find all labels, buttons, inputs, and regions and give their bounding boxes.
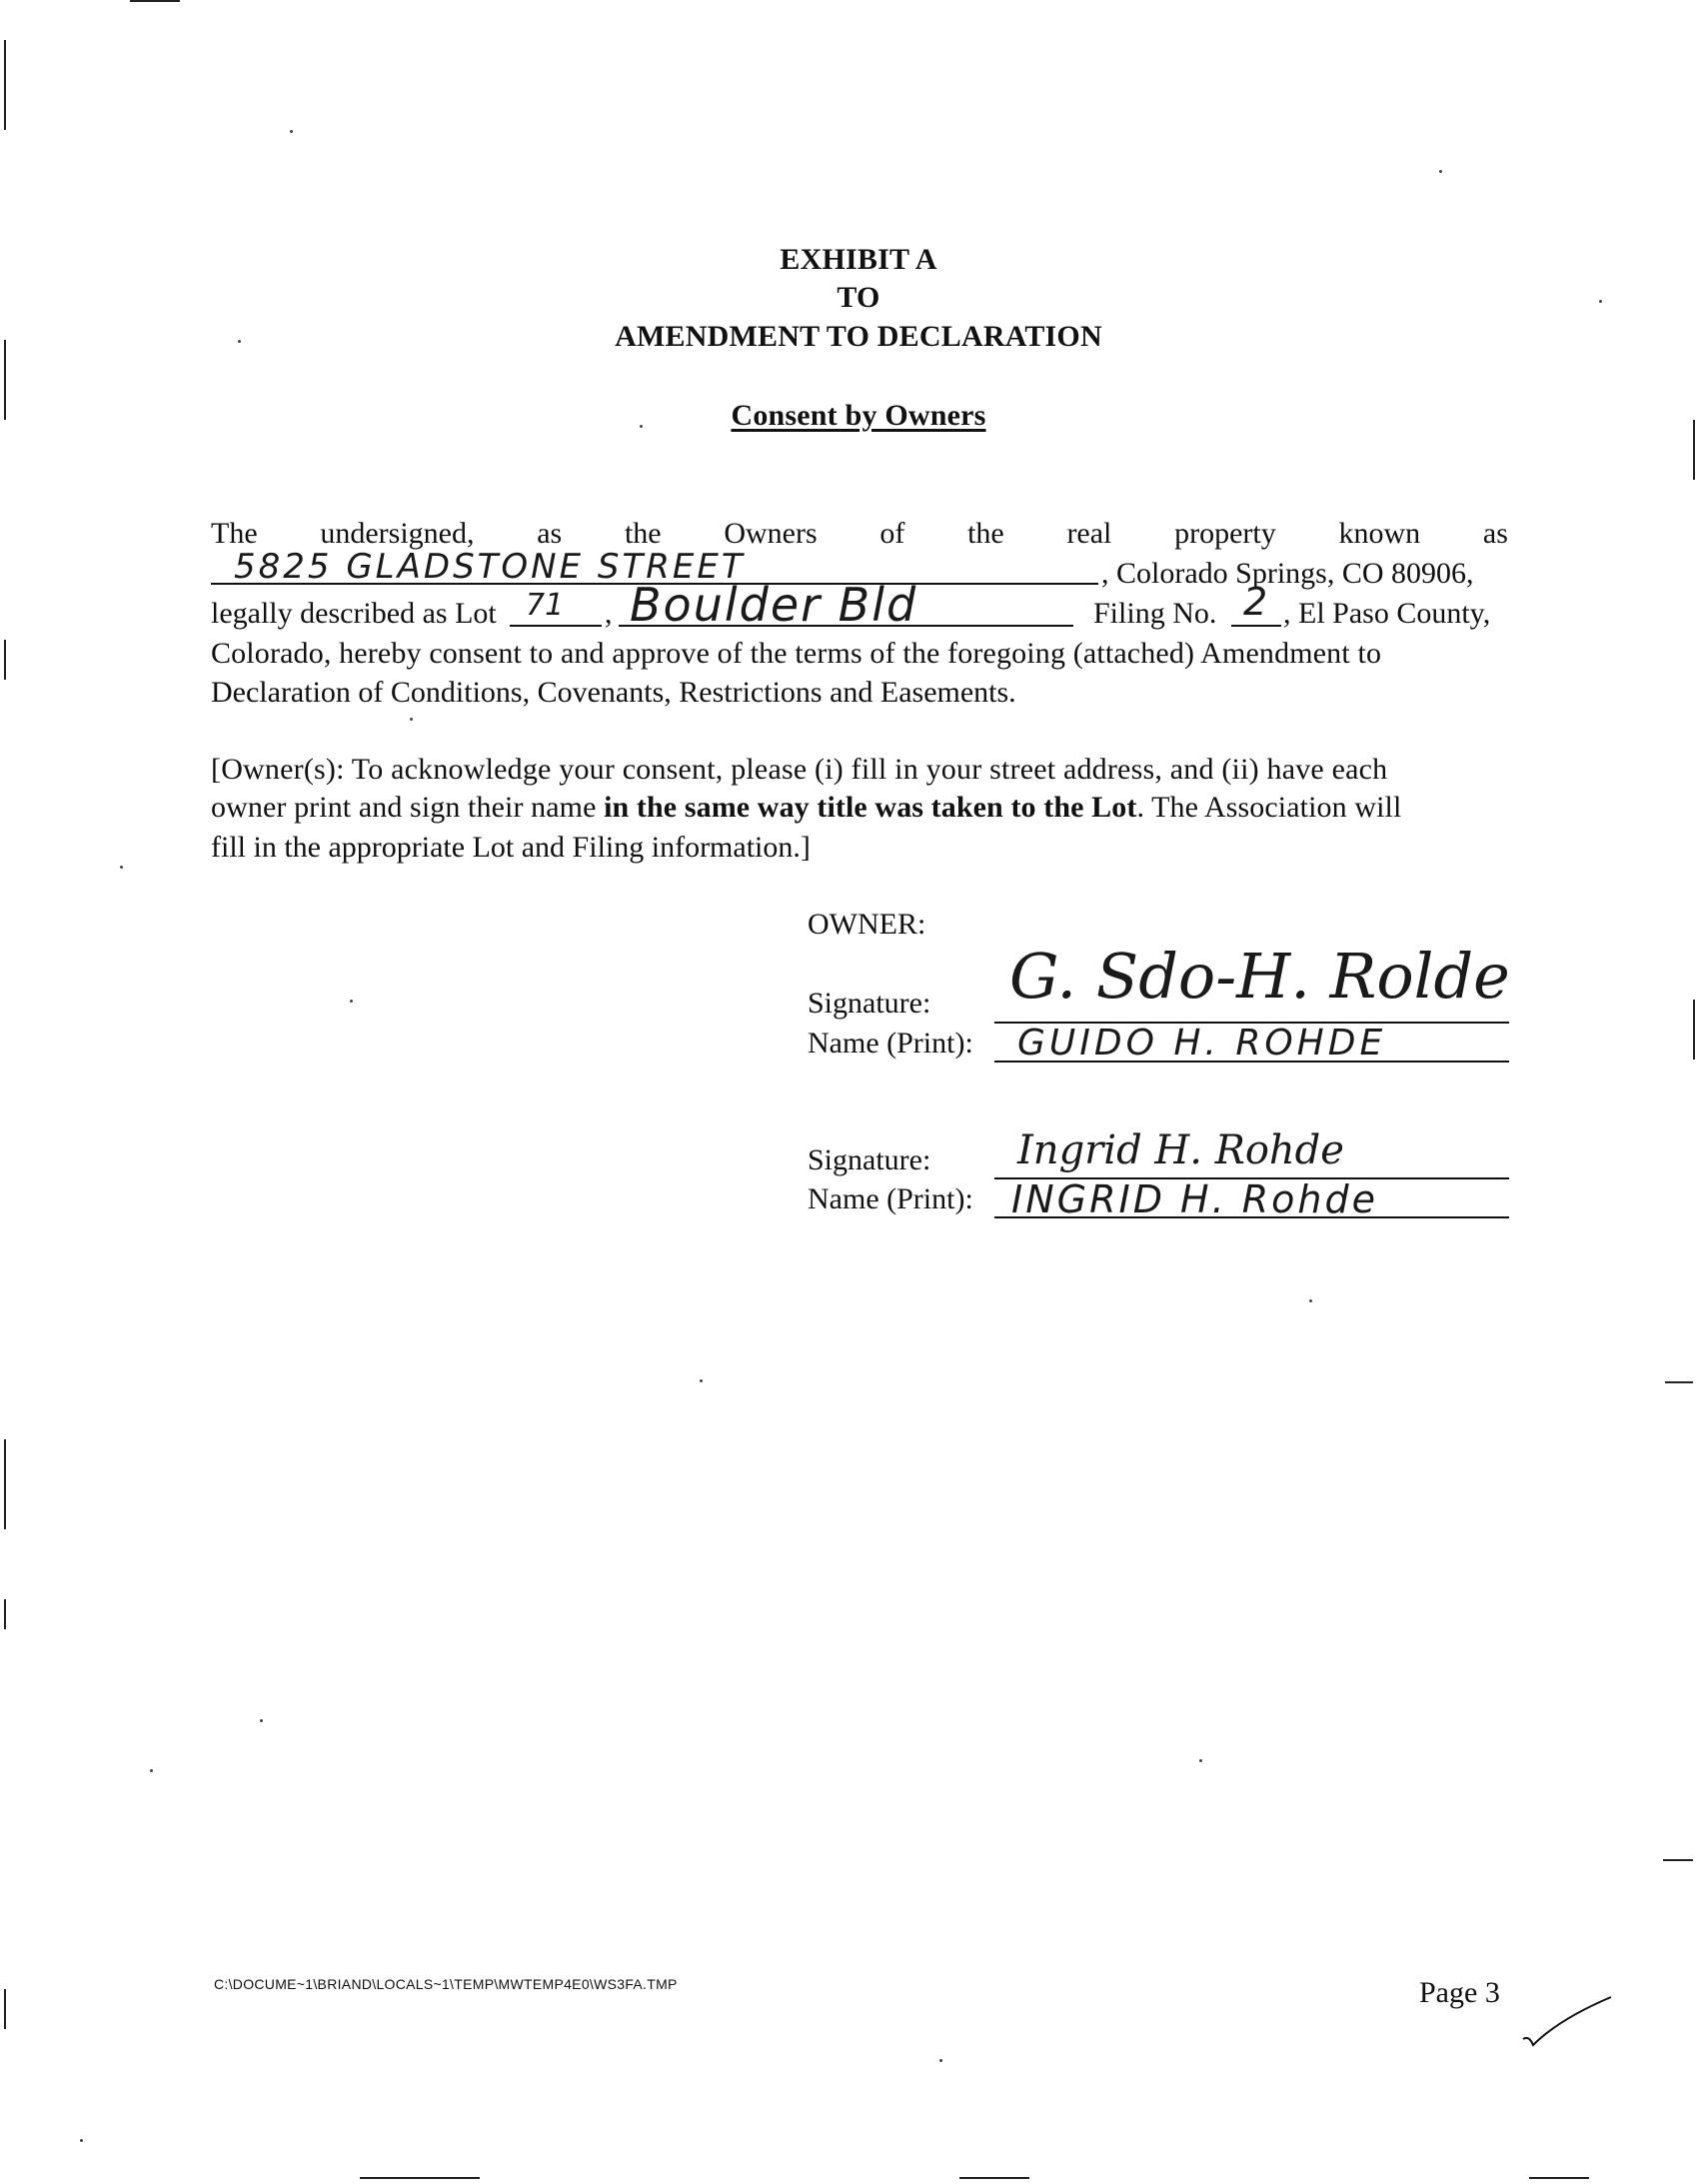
scan-edge-mark bbox=[959, 2177, 1029, 2179]
owner1-name: GUIDO H. ROHDE bbox=[1017, 1023, 1387, 1064]
instructions-line-2-plain: owner print and sign their name bbox=[211, 791, 605, 824]
word: as bbox=[1482, 517, 1508, 550]
scan-speck bbox=[700, 1379, 703, 1382]
scan-speck bbox=[939, 2059, 942, 2062]
scan-edge-mark bbox=[4, 640, 6, 680]
filing-label: Filing No. bbox=[1093, 597, 1217, 630]
word: property bbox=[1174, 517, 1276, 550]
scan-edge-mark bbox=[1693, 1000, 1695, 1060]
city-state-zip: , Colorado Springs, CO 80906, bbox=[1101, 557, 1474, 590]
owner2-name: INGRID H. Rohde bbox=[1011, 1177, 1378, 1221]
page-number: Page 3 bbox=[1419, 1976, 1500, 2009]
scan-speck bbox=[150, 1769, 153, 1772]
consent-line-4: Colorado, hereby consent to and approve of the terms of the foregoing (attached) Amendment to bbox=[211, 637, 1382, 670]
word: the bbox=[624, 517, 662, 550]
instructions-line-2-bold: in the same way title was taken to the Lot bbox=[604, 791, 1137, 824]
legal-description-prefix: legally described as Lot bbox=[211, 597, 497, 630]
instructions-line-3: fill in the appropriate Lot and Filing information.] bbox=[211, 831, 811, 864]
owner-label: OWNER: bbox=[808, 908, 926, 941]
scan-edge-mark bbox=[360, 2177, 480, 2179]
word: known bbox=[1338, 517, 1421, 550]
scan-speck bbox=[80, 2139, 83, 2142]
scan-speck bbox=[350, 1000, 353, 1003]
word: The bbox=[211, 517, 258, 550]
consent-heading: Consent by Owners bbox=[731, 399, 986, 432]
word: as bbox=[537, 517, 563, 550]
scan-edge-mark bbox=[4, 1989, 6, 2029]
checkmark-icon bbox=[1519, 1989, 1615, 2049]
word: real bbox=[1066, 517, 1112, 550]
owner1-signature-label: Signature: bbox=[808, 987, 931, 1020]
scan-speck bbox=[1439, 170, 1442, 173]
exhibit-heading: EXHIBIT A bbox=[780, 243, 937, 276]
scan-speck bbox=[120, 866, 123, 869]
lot-comma: , bbox=[605, 597, 613, 630]
scan-edge-mark bbox=[4, 1439, 6, 1529]
file-path: C:\DOCUME~1\BRIAND\LOCALS~1\TEMP\MWTEMP4E0\WS3FA.TMP bbox=[214, 1976, 678, 1992]
owner2-signature-label: Signature: bbox=[808, 1143, 931, 1176]
scan-edge-mark bbox=[4, 40, 6, 130]
instructions-line-2-after: . The Association will bbox=[1136, 791, 1402, 824]
word: of bbox=[879, 517, 905, 550]
scan-speck bbox=[260, 1719, 263, 1722]
subdivision-value: Boulder Bld bbox=[630, 578, 918, 632]
scan-edge-mark bbox=[4, 1599, 6, 1629]
instructions-line-2 bbox=[211, 790, 1401, 826]
scan-speck bbox=[290, 130, 293, 133]
scan-edge-mark bbox=[1529, 2177, 1589, 2179]
owner2-name-label: Name (Print): bbox=[808, 1182, 973, 1215]
filing-value: 2 bbox=[1243, 580, 1268, 624]
owner1-name-label: Name (Print): bbox=[808, 1027, 973, 1060]
owner2-signature: Ingrid H. Rohde bbox=[1017, 1127, 1344, 1173]
word: Owners bbox=[724, 517, 818, 550]
instructions-line-1: [Owner(s): To acknowledge your consent, please (i) fill in your street address, and (ii) have each bbox=[211, 753, 1388, 786]
document-title: AMENDMENT TO DECLARATION bbox=[615, 320, 1102, 353]
county-text: , El Paso County, bbox=[1283, 597, 1491, 630]
scan-speck bbox=[1199, 1759, 1202, 1762]
consent-line-5: Declaration of Conditions, Covenants, Restrictions and Easements. bbox=[211, 676, 1016, 709]
word: undersigned, bbox=[320, 517, 475, 550]
scan-edge-mark bbox=[1665, 1381, 1693, 1383]
to-heading: TO bbox=[837, 281, 880, 314]
scan-speck bbox=[410, 718, 413, 721]
lot-value: 71 bbox=[526, 588, 565, 623]
scan-edge-mark bbox=[130, 0, 180, 2]
scan-speck bbox=[1309, 1299, 1312, 1302]
scan-edge-mark bbox=[1663, 1859, 1693, 1861]
street-address-value: 5825 GLADSTONE STREET bbox=[234, 547, 746, 587]
word: the bbox=[967, 517, 1004, 550]
owner1-signature: G. Sdo-H. Rolde bbox=[1009, 940, 1510, 1013]
